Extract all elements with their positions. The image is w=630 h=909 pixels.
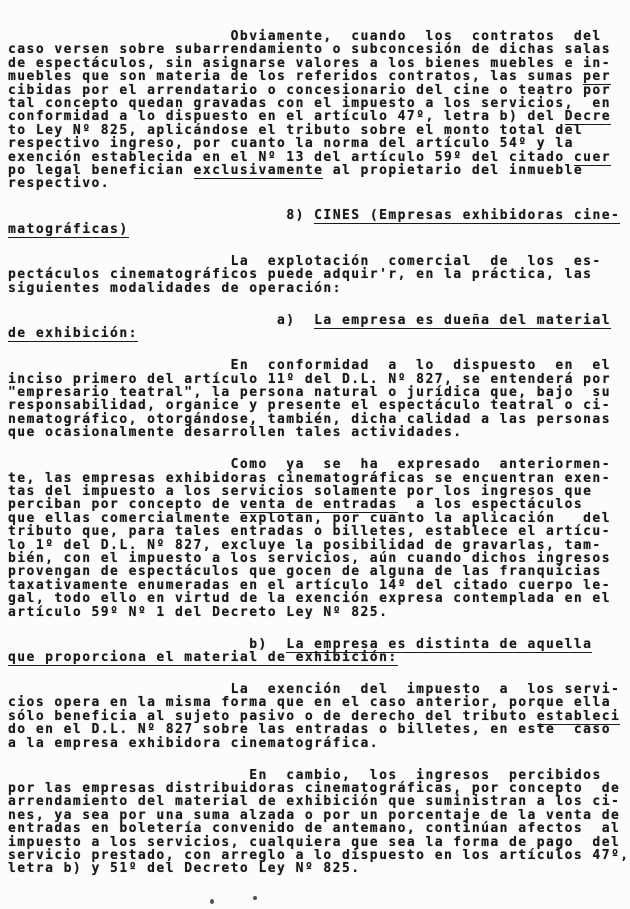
paragraph-5 bbox=[8, 683, 630, 750]
text-line: 8) CINES (Empresas exhibidoras cine- bbox=[286, 208, 621, 224]
text-line: conformidad a lo dispuesto en el artículo 47º, letra b) del Decre bbox=[8, 109, 611, 125]
text-line: lo 1º del D.L. Nº 827, excluye la posibilidad de gravarlas, tam- bbox=[8, 537, 602, 553]
text-line: de exhibición: bbox=[8, 326, 138, 342]
text-line: tal concepto quedan gravadas con el impuesto a los servicios, en bbox=[8, 95, 611, 111]
text-line: po legal benefician exclusivamente al propietario del inmueble bbox=[8, 162, 584, 178]
text-line: do en el D.L. Nº 827 sobre las entradas o billetes, en este caso bbox=[8, 722, 611, 738]
text-line: respectivo. bbox=[8, 176, 111, 192]
heading-a-empresa-duena bbox=[8, 314, 630, 341]
text-line: responsabilidad, organice y presente el espectáculo teatral o ci- bbox=[8, 398, 611, 414]
text-line: letra b) y 51º del Decreto Ley Nº 825. bbox=[8, 861, 361, 877]
text-line: servicio prestado, con arreglo a lo dispuesto en los artículos 47º, bbox=[8, 848, 630, 864]
heading-8-cines bbox=[8, 209, 630, 236]
text-line: La exención del impuesto a los servi- bbox=[230, 682, 621, 698]
text-line: matográficas) bbox=[8, 221, 129, 237]
text-line: to Ley Nº 825, aplicándose el tributo sobre el monto total del bbox=[8, 122, 584, 138]
text-line: provengan de espectáculos que gocen de alguna de las franquicias bbox=[8, 564, 602, 580]
text-line: taxativamente enumeradas en el artículo 14º del citado cuerpo le- bbox=[8, 577, 611, 593]
text-line: que ocasionalmente desarrollen tales actividades. bbox=[8, 425, 463, 441]
text-line: inciso primero del artículo 11º del D.L. Nº 827, se entenderá por bbox=[8, 371, 611, 387]
paragraph-2 bbox=[8, 255, 630, 295]
text-line: exención establecida en el Nº 13 del artículo 59º del citado cuer bbox=[8, 149, 611, 165]
heading-b-empresa-distinta bbox=[8, 638, 630, 665]
text-line: nes, ya sea por una suma alzada o por un porcentaje de la venta de bbox=[8, 807, 621, 823]
text-line: caso versen sobre subarrendamiento o subconcesión de dichas salas bbox=[8, 42, 611, 58]
text-line: En conformidad a lo dispuesto en el bbox=[230, 358, 611, 374]
text-line: a) La empresa es dueña del material bbox=[277, 312, 611, 328]
text-line: respectivo ingreso, por cuanto la norma del artículo 54º y la bbox=[8, 136, 574, 152]
text-line: siguientes modalidades de operación: bbox=[8, 280, 342, 296]
document-body bbox=[8, 30, 630, 876]
text-line: arrendamiento del material de exhibición que suministran a los ci- bbox=[8, 794, 621, 810]
text-line: nematográfico, otorgándose, también, dicha calidad a las personas bbox=[8, 411, 611, 427]
text-line: a la empresa exhibidora cinematográfica. bbox=[8, 735, 380, 751]
paragraph-6 bbox=[8, 769, 630, 876]
paragraph-4 bbox=[8, 458, 630, 619]
text-line: por las empresas distribuidoras cinematográficas, por concepto de bbox=[8, 781, 621, 797]
text-line: artículo 59º Nº 1 del Decreto Ley Nº 825. bbox=[8, 604, 389, 620]
text-line: sólo beneficia al sujeto pasivo o de derecho del tributo estableci bbox=[8, 708, 621, 724]
text-line: de espectáculos, sin asignarse valores a los bienes muebles e in- bbox=[8, 55, 611, 71]
text-line: "empresario teatral", la persona natural o jurídica que, bajo su bbox=[8, 384, 611, 400]
paragraph-3 bbox=[8, 359, 630, 439]
text-line: cibidas por el arrendatario o concesionario del cine o teatro por bbox=[8, 82, 611, 98]
text-line: que ellas comercialmente explotan, por cuanto la aplicación del bbox=[8, 510, 611, 526]
text-line: Obviamente, cuando los contratos del bbox=[230, 29, 602, 44]
text-line: te, las empresas exhibidoras cinematográficas se encuentran exen- bbox=[8, 470, 611, 486]
scan-speck bbox=[253, 896, 257, 900]
text-line: tributo que, para tales entradas o billetes, establece el artícu- bbox=[8, 524, 611, 540]
text-line: bién, con el impuesto a los servicios, aún cuando dichos ingresos bbox=[8, 550, 611, 566]
text-line: cios opera en la misma forma que en el caso anterior, porque ella bbox=[8, 695, 611, 711]
text-line: Como ya se ha expresado anteriormen- bbox=[230, 457, 611, 473]
text-line: tas del impuesto a los servicios solamente por los ingresos que bbox=[8, 483, 593, 499]
text-line: perciban por concepto de venta de entradas a los espectáculos bbox=[8, 497, 584, 513]
scan-speck bbox=[210, 899, 214, 904]
text-line: entradas en boletería convenido de antemano, continúan afectos al bbox=[8, 821, 621, 837]
text-line: que proporciona el material de exhibición: bbox=[8, 649, 398, 665]
text-line: impuesto a los servicios, cualquiera que sea la forma de pago del bbox=[8, 834, 621, 850]
text-line: b) La empresa es distinta de aquella bbox=[249, 636, 593, 652]
paragraph-1 bbox=[8, 30, 630, 191]
text-line: muebles que son materia de los referidos contratos, las sumas per bbox=[8, 69, 611, 85]
text-line: pectáculos cinematográficos puede adquir'r, en la práctica, las bbox=[8, 267, 593, 283]
text-line: La explotación comercial de los es- bbox=[230, 253, 602, 269]
text-line: En cambio, los ingresos percibidos bbox=[249, 767, 602, 783]
text-line: gal, todo ello en virtud de la exención expresa contemplada en el bbox=[8, 591, 611, 607]
